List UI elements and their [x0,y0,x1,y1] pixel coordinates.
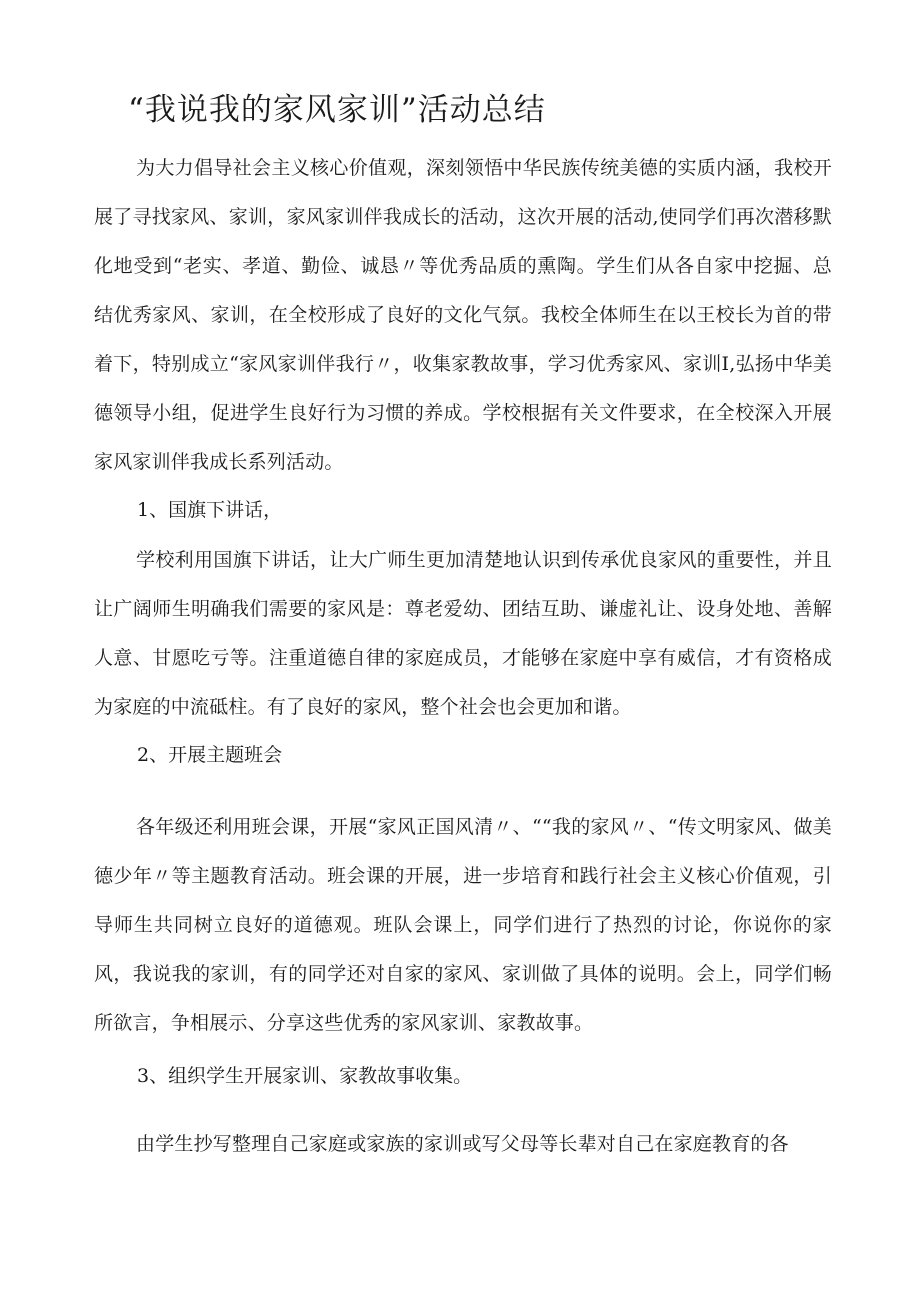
section-3-body: 由学生抄写整理自己家庭或家族的家训或写父母等长辈对自己在家庭教育的各 [136,1133,789,1155]
section-1-heading: 1、国旗下讲话， [137,499,283,521]
intro-paragraph: 为大力倡导社会主义核心价值观，深刻领悟中华民族传统美德的实质内涵，我校开展了寻找家风、家训，家风家训伴我成长的活动，这次开展的活动,使同学们再次潜移默化地受到“老实、孝道、勤俭、诚恳〃等优秀品质的熏陶。学生们从各自家中挖掘、总结优秀家风、家训，在全校形成了良好的文化气氛。我校全体师生在以王校长为首的带着下，特别成立“家风家训伴我行〃，收集家教故事，学习优秀家风、家训I,弘扬中华美德领导小组，促进学生良好行为习惯的养成。学校根据有关文件要求，在全校深入开展家风家训伴我成长系列活动。 [94,157,832,473]
section-2-heading: 2、开展主题班会 [137,744,283,766]
section-2-body: 各年级还利用班会课，开展“家风正国风清〃、““我的家风〃、“传文明家风、做美德少年〃等主题教育活动。班会课的开展，进一步培育和践行社会主义核心价值观，引导师生共同树立良好的道德观。班队会课上，同学们进行了热烈的讨论，你说你的家风，我说我的家训，有的同学还对自家的家风、家训做了具体的说明。会上，同学们畅所欲言，争相展示、分享这些优秀的家风家训、家教故事。 [94,816,832,1034]
section-3-heading: 3、组织学生开展家训、家教故事收集。 [137,1065,473,1087]
document-title: “我说我的家风家训”活动总结 [128,92,546,128]
section-1-body: 学校利用国旗下讲话，让大广师生更加清楚地认识到传承优良家风的重要性，并且让广阔师生明确我们需要的家风是：尊老爱幼、团结互助、谦虚礼让、设身处地、善解人意、甘愿吃亏等。注重道德自律的家庭成员，才能够在家庭中享有威信，才有资格成为家庭的中流砥柱。有了良好的家风，整个社会也会更加和谐。 [94,549,832,718]
